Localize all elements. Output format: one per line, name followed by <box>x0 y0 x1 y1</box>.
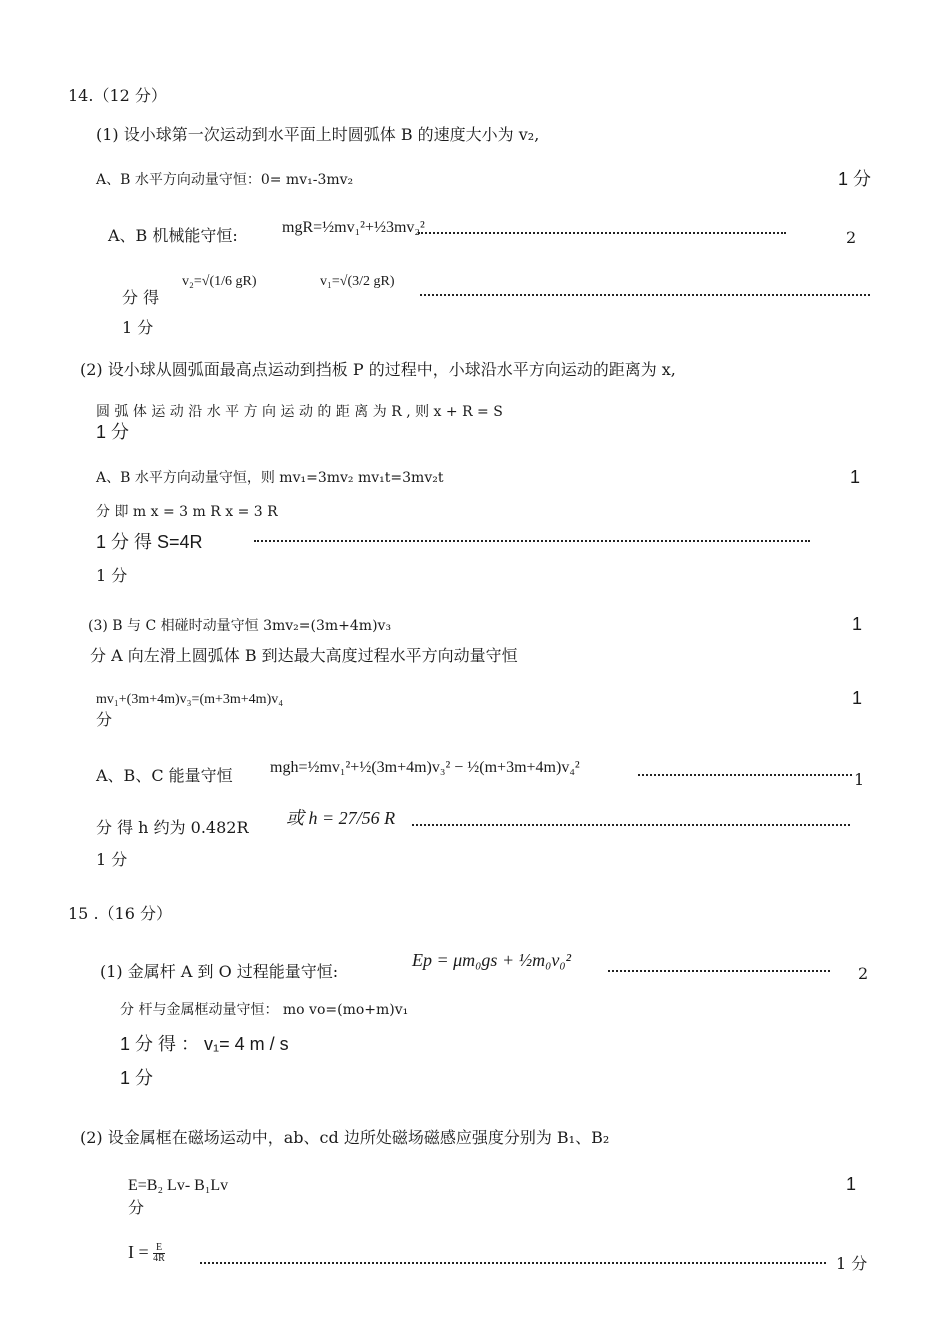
q15-p2-intro: (2) 设金属框在磁场运动中，ab、cd 边所处磁场磁感应强度分别为 B₁、B₂ <box>80 1128 610 1147</box>
leader-dots <box>420 294 870 296</box>
q15-p1-score: 2 <box>858 964 869 983</box>
leader-dots <box>254 540 810 542</box>
q14-p1-intro: (1) 设小球第一次运动到水平面上时圆弧体 B 的速度大小为 v₂, <box>96 125 540 144</box>
q14-p3-energy-score: 1 <box>854 770 865 789</box>
q14-p3-result-score: 1 分 <box>96 850 128 869</box>
q15-p1-eq: Ep = μm₀gs + ½m₀v₀² <box>412 950 571 970</box>
q14-p1-result-label: 分 得 <box>122 288 160 307</box>
q14-p3-line3-fen: 分 <box>96 710 113 729</box>
leader-dots <box>418 232 786 234</box>
q15-p2-emf-score: 1 <box>846 1174 857 1194</box>
leader-dots <box>412 824 850 826</box>
q14-p3-energy-eq: mgh=½mv₁²+½(3m+4m)v₃² − ½(m+3m+4m)v₄² <box>270 759 580 776</box>
q14-p1-energy-label: A、B 机械能守恒: <box>108 226 238 245</box>
q14-p3-line3-score: 1 <box>852 688 863 708</box>
q15-p2-emf-fen: 分 <box>128 1198 145 1217</box>
q15-p2-emf: E=B₂ Lv- B₁Lv <box>128 1177 229 1194</box>
q14-p3-energy-label: A、B、C 能量守恒 <box>96 766 233 785</box>
q14-p1-energy-score: 2 <box>846 228 857 247</box>
q15-p2-current-frac <box>153 1243 165 1264</box>
q14-header: 14.（12 分） <box>68 86 167 105</box>
q14-p3-line1-score: 1 <box>852 614 863 634</box>
q15-p1-line4: 1 分 <box>120 1068 154 1088</box>
q14-p1-momentum: A、B 水平方向动量守恒：0= mv₁-3mv₂ <box>96 172 354 188</box>
q15-p1-line2: 分 杆与金属框动量守恒： mo vo=(mo+m)v₁ <box>120 1002 409 1018</box>
q14-p1-result-score: 1 分 <box>122 318 154 337</box>
q15-p1-line3: 1 分 得 ： v₁= 4 m / s <box>120 1034 289 1054</box>
q14-p2-result-score: 1 分 <box>96 566 128 585</box>
q14-p2-line2: 圆 弧 体 运 动 沿 水 平 方 向 运 动 的 距 离 为 R , 则 x + R = S <box>96 404 503 420</box>
q14-p1-energy-eq: mgR=½mv₁²+½3mv₂² <box>282 219 425 236</box>
q14-p2-momentum-score: 1 <box>850 467 861 487</box>
q14-p2-result: 1 分 得 S=4R <box>96 532 203 552</box>
q14-p2-intro: (2) 设小球从圆弧面最高点运动到挡板 P 的过程中，小球沿水平方向运动的距离为 x, <box>80 360 676 379</box>
leader-dots <box>638 774 852 776</box>
q14-p2-line2-score: 1 分 <box>96 422 130 442</box>
q15-header: 15 .（16 分） <box>68 904 172 923</box>
q14-p2-line4: 分 即 m x = 3 m R x = 3 R <box>96 504 278 520</box>
q14-p3-line3: mv₁+(3m+4m)v₃=(m+3m+4m)v₄ <box>96 692 284 707</box>
q14-p3-line2: 分 A 向左滑上圆弧体 B 到达最大高度过程水平方向动量守恒 <box>90 646 518 665</box>
q14-p2-momentum: A、B 水平方向动量守恒，则 mv₁=3mv₂ mv₁t=3mv₂t <box>96 470 444 486</box>
q14-p3-line1: (3) B 与 C 相碰时动量守恒 3mv₂=(3m+4m)v₃ <box>88 618 392 634</box>
q15-p2-current-num: E <box>153 1243 165 1254</box>
leader-dots <box>608 970 830 972</box>
q15-p1-label: (1) 金属杆 A 到 O 过程能量守恒: <box>100 962 339 981</box>
q15-p2-current-den: 4R <box>153 1253 165 1265</box>
q14-p1-v2: v₂=√(1/6 gR) <box>182 274 257 289</box>
q14-p3-result: 分 得 h 约为 0.482R <box>96 818 249 837</box>
q14-p1-v1: v₁=√(3/2 gR) <box>320 274 395 289</box>
leader-dots <box>200 1262 826 1264</box>
q15-p2-current-score: 1 分 <box>836 1254 868 1273</box>
q15-p2-current <box>128 1242 165 1264</box>
q14-p1-momentum-score: 1 分 <box>838 169 872 189</box>
q14-p3-result-alt: 或 h = 27/56 R <box>286 808 396 828</box>
q15-p2-current-label: I = <box>128 1242 149 1262</box>
